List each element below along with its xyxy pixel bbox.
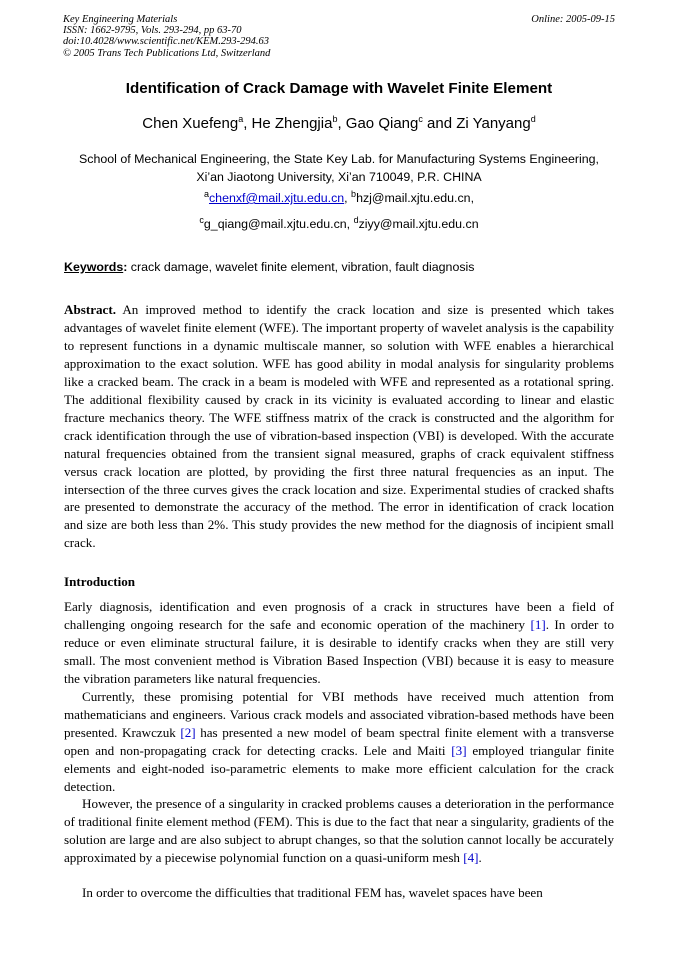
keywords-label: Keywords [64,260,124,274]
running-header [63,14,615,59]
email-text: g_qiang@mail.xjtu.edu.cn [203,217,347,231]
email-separator: , [470,191,475,205]
citation-link[interactable]: [3] [451,742,467,758]
author-separator: and [422,115,457,132]
author-separator: , [337,115,346,132]
affiliation-line: School of Mechanical Engineering, the State Key Lab. for Manufacturing Systems Engineering, [78,152,600,166]
para-text: has presented a new model of beam spectral finite element with a transverse open and non-propagating crack for detecting cracks. Lele and Maiti [64,724,614,758]
author-sup: d [530,114,536,124]
intro-paragraph-1 [64,598,614,688]
author-name: Chen Xuefeng [142,115,239,132]
email-separator: , [346,217,354,231]
affiliation-line: Xi’an Jiaotong University, Xi’an 710049, P.R. CHINA [196,170,482,184]
para-text: employed triangular finite elements and eight-noded iso-parametric elements to make more efficient calculation for the crack detection. [64,742,615,794]
copyright-line: © 2005 Trans Tech Publications Ltd, Switzerland [63,47,271,59]
doi-line: doi:10.4028/www.scientific.net/KEM.293-294.63 [63,36,269,48]
citation-link[interactable]: [1] [530,616,546,632]
para-text: . [478,849,482,865]
keywords-text: crack damage, wavelet finite element, vibration, fault diagnosis [127,260,475,274]
intro-paragraph-3 [64,795,614,867]
email-separator: , [344,191,352,205]
author-name: He Zhengjia [251,115,333,132]
para-text: However, the presence of a singularity in cracked problems causes a deterioration in the performance of traditional finite element method (FEM). This is due to the fact that near a singularity, gradients of the solution are large and are also subject to abrupt changes, so that the solution cannot locally be accurately approximated by a piecewise polynomial function on a quasi-uniform mesh [64,796,614,865]
author-name: Gao Qiang [345,115,419,132]
email-line-1 [0,188,678,205]
author-name: Zi Yanyang [456,115,531,132]
author-separator: , [243,115,252,132]
author-sup: c [418,114,423,124]
abstract-label: Abstract. [64,302,116,317]
citation-link[interactable]: [4] [463,849,479,865]
author-list [0,115,678,132]
email-sup: a [203,188,209,199]
author-sup: a [238,114,244,124]
abstract [64,301,614,552]
paper-title: Identification of Crack Damage with Wavelet Finite Element [125,80,553,97]
author-sup: b [332,114,338,124]
email-line-2 [0,214,678,231]
email-text: ziyy@mail.xjtu.edu.cn [358,217,479,231]
email-link[interactable]: chenxf@mail.xjtu.edu.cn [208,191,345,205]
email-sup: c [199,214,204,225]
issn-line: ISSN: 1662-9795, Vols. 293-294, pp 63-70 [63,25,242,37]
intro-paragraph-4: In order to overcome the difficulties that traditional FEM has, wavelet spaces have been [82,885,543,900]
journal-name: Key Engineering Materials [63,14,178,25]
para-text: Early diagnosis, identification and even prognosis of a crack in structures have been a field of challenging ongoing research for the safe and economic operation of the machinery [64,599,614,632]
citation-link[interactable]: [2] [180,724,196,740]
para-text: Currently, these promising potential for VBI methods have received much attention from mathematicians and engineers. Various crack models and associated vibration-based methods have been presented. Krawczuk [64,689,614,740]
affiliation [0,150,678,186]
online-date: Online: 2005-09-15 [531,14,615,25]
abstract-text: An improved method to identify the crack location and size is presented which takes advantages of wavelet finite element (WFE). The important property of wavelet analysis is the capability to represent functions in a dynamic multiscale manner, so solution with WFE enables a hierarchical approximation to the exact solution. WFE has good ability in modal analysis for singularity problems like a cracked beam. The crack in a beam is modeled with WFE and represented as a rotational spring. The additional flexibility caused by crack in its vicinity is evaluated according to linear and elastic fracture mechanics theory. The WFE stiffness matrix of the crack is constructed and the algorithm for crack identification through the use of vibration-based inspection (VBI) is developed. With the accurate natural frequencies obtained from the transient signal measured, graphs of crack equivalent stiffness versus crack location are plotted, by providing the first three natural frequencies as an input. The intersection of the three curves gives the crack location and size. Experimental studies of cracked shafts are presented to demonstrate the accuracy of the method. The error in identification of crack location and size are both less than 2%. This study provides the new method for the diagnosis of incipient small crack. [64,302,614,551]
email-sup: b [351,188,357,199]
para-text: . In order to reduce or even eliminate structural failure, it is desirable to identify cracks when they are still very small. The most convenient method is Vibration Based Inspection (VBI) because it is easy to measure the vibration parameters like natural frequencies. [64,616,614,686]
section-heading-introduction: Introduction [64,574,136,589]
email-sup: d [353,214,359,225]
intro-paragraph-2 [64,688,614,796]
email-text: hzj@mail.xjtu.edu.cn [356,191,471,205]
keywords [64,260,474,274]
keywords-colon: : [123,260,128,274]
